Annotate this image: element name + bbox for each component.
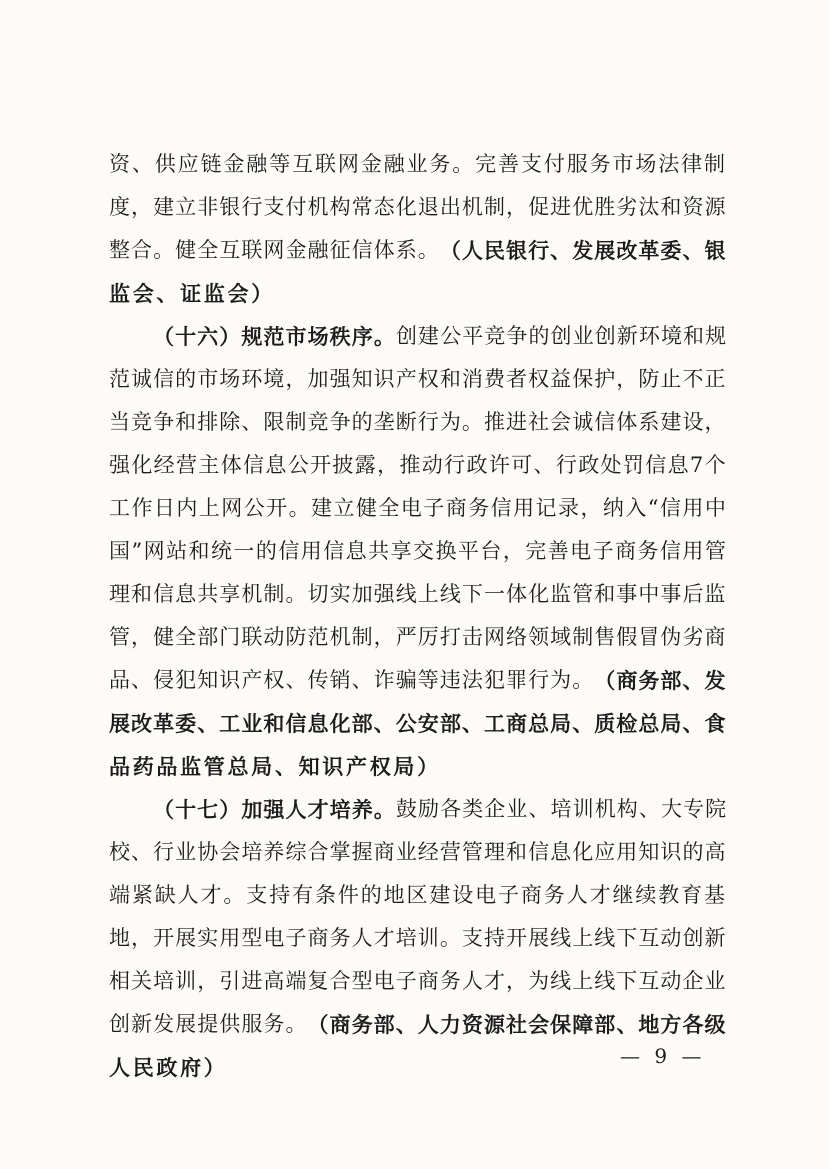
text-segment: 整合。健全互联网金融征信体系。	[109, 238, 440, 262]
page-number: — 9 —	[620, 1044, 706, 1068]
bold-text-segment: 人民政府）	[109, 1055, 228, 1080]
text-line	[109, 788, 727, 831]
text-line	[109, 874, 727, 917]
text-line	[109, 960, 727, 1003]
text-segment: 相关培训，引进高端复合型电子商务人才，为线上线下互动企业	[109, 969, 727, 993]
text-segment: 工作日内上网公开。建立健全电子商务信用记录，纳入“信用中	[109, 496, 728, 520]
text-segment: 端紧缺人才。支持有条件的地区建设电子商务人才继续教育基	[109, 883, 727, 907]
text-segment: 理和信息共享机制。切实加强线上线下一体化监管和事中事后监	[109, 582, 727, 606]
text-line	[109, 573, 727, 616]
text-line	[109, 143, 727, 186]
text-segment: 创建公平竞争的创业创新环境和规	[395, 324, 728, 348]
text-line	[109, 659, 727, 702]
text-line	[109, 917, 727, 960]
text-line	[109, 444, 727, 487]
bold-text-segment: 品药品监管总局、知识产权局）	[109, 754, 441, 779]
text-line	[109, 272, 727, 315]
text-line	[109, 229, 727, 272]
text-segment: 校、行业协会培养综合掌握商业经营管理和信息化应用知识的高	[109, 840, 727, 864]
text-segment: 当竞争和排除、限制竞争的垄断行为。推进社会诚信体系建设，	[109, 410, 727, 434]
bold-text-segment: （商务部、人力资源社会保障部、地方各级	[307, 1012, 727, 1037]
bold-text-segment: （十七）加强人才培养。	[153, 797, 396, 822]
bold-text-segment: （商务部、发	[594, 668, 727, 693]
bold-text-segment: 监会、证监会）	[109, 281, 275, 306]
text-line	[109, 358, 727, 401]
bold-text-segment: （人民银行、发展改革委、银	[439, 238, 727, 263]
text-line	[109, 1003, 727, 1046]
text-line	[109, 745, 727, 788]
text-line	[109, 831, 727, 874]
bold-text-segment: （十六）规范市场秩序。	[153, 324, 396, 349]
document-body	[109, 143, 727, 1089]
text-segment: 范诚信的市场环境，加强知识产权和消费者权益保护，防止不正	[109, 367, 727, 391]
text-segment: 地，开展实用型电子商务人才培训。支持开展线上线下互动创新	[109, 926, 727, 950]
text-segment: 创新发展提供服务。	[109, 1012, 308, 1036]
text-segment: 度，建立非银行支付机构常态化退出机制，促进优胜劣汰和资源	[109, 195, 727, 219]
text-line	[109, 702, 727, 745]
bold-text-segment: 展改革委、工业和信息化部、公安部、工商总局、质检总局、食	[109, 711, 727, 736]
text-segment: 管，健全部门联动防范机制，严厉打击网络领域制售假冒伪劣商	[109, 625, 727, 649]
text-segment: 强化经营主体信息公开披露，推动行政许可、行政处罚信息7个	[109, 453, 727, 477]
text-line	[109, 401, 727, 444]
text-segment: 鼓励各类企业、培训机构、大专院	[395, 797, 728, 821]
text-segment: 国”网站和统一的信用信息共享交换平台，完善电子商务信用管	[109, 539, 728, 563]
text-line	[109, 616, 727, 659]
text-segment: 资、供应链金融等互联网金融业务。完善支付服务市场法律制	[109, 152, 727, 176]
paragraph	[109, 315, 727, 788]
text-line	[109, 315, 727, 358]
text-line	[109, 530, 727, 573]
paragraph	[109, 143, 727, 315]
text-line	[109, 186, 727, 229]
text-line	[109, 487, 727, 530]
text-segment: 品、侵犯知识产权、传销、诈骗等违法犯罪行为。	[109, 668, 595, 692]
